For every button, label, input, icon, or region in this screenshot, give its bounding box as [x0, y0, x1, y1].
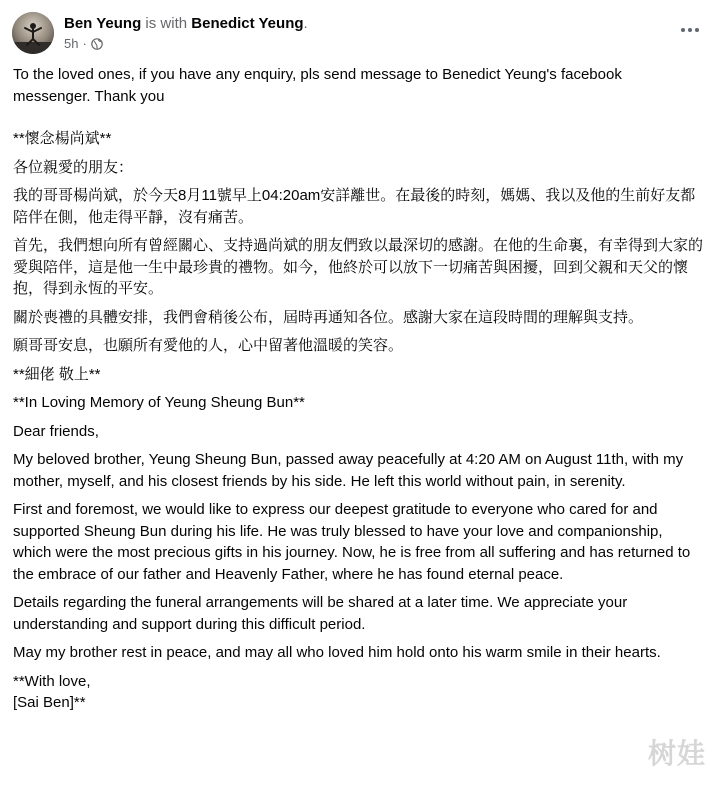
post-header: [12, 12, 708, 56]
post-paragraph-zh-4: 願哥哥安息，也願所有愛他的人，心中留著他溫暖的笑容。: [13, 337, 404, 354]
post-content: [13, 64, 703, 721]
post-paragraph-zh-greeting: 各位親愛的朋友：: [13, 158, 134, 176]
post-paragraph-en-3: Details regarding the funeral arrangements will be shared at a later time. We appreciate your understanding and support during this difficult period.: [13, 594, 628, 633]
post-paragraph-zh-signoff: **細佬 敬上**: [13, 365, 101, 383]
post-paragraph-zh-2: 首先，我們想向所有曾經關心、支持過尚斌的朋友們致以最深切的感謝。在他的生命裏，有幸得到大家的愛與陪伴，這是他一生中最珍貴的禮物。如今，他終於可以放下一切痛苦與困擾，回到父親和天父的懷抱，得到永恆的平安。: [13, 237, 704, 297]
more-options-button[interactable]: [674, 16, 706, 44]
post-paragraph-en-signoff-1: **With love,: [13, 672, 91, 690]
post-paragraph-en-title: **In Loving Memory of Yeung Sheung Bun**: [13, 394, 305, 411]
avatar-photo-icon: [12, 12, 54, 54]
with-text: is with: [141, 15, 192, 32]
post-paragraph-en-1: My beloved brother, Yeung Sheung Bun, passed away peacefully at 4:20 AM on August 11th, with my mother, myself, and his closest friends by his side. He left this world without pain, in serenity.: [13, 451, 684, 490]
globe-icon[interactable]: [91, 38, 103, 50]
post-paragraph-en-signoff-2: [Sai Ben]**: [13, 694, 86, 711]
post-paragraph-zh-title: **懷念楊尚斌**: [13, 130, 112, 147]
post-paragraph-en-2: First and foremost, we would like to express our deepest gratitude to everyone who cared for and supported Sheung Bun during his life. He was truly blessed to have your love and companionship, which were the most precious gifts in his journey. Now, he is free from all suffering and has returned to the embrace of our father and Heavenly Father, where he has found eternal peace.: [13, 501, 691, 583]
author-line: [64, 14, 308, 34]
post-paragraph-zh-3: 關於喪禮的具體安排，我們會稍後公布，屆時再通知各位。感謝大家在這段時間的理解與支持。: [13, 308, 644, 326]
post-paragraph-zh-1: 我的哥哥楊尚斌，於今天8月11號早上04:20am安詳離世。在最後的時刻，媽媽、我以及他的生前好友都陪伴在側，他走得平靜，沒有痛苦。: [13, 187, 696, 226]
author-avatar[interactable]: [12, 12, 54, 54]
post-meta: [64, 36, 103, 52]
more-horizontal-icon: [681, 28, 699, 32]
post-paragraph-en-greeting: Dear friends,: [13, 422, 99, 440]
tagged-suffix: .: [303, 15, 308, 32]
post-paragraph-en-4: May my brother rest in peace, and may all who loved him hold onto his warm smile in their hearts.: [13, 644, 661, 661]
author-name-link[interactable]: Ben Yeung: [64, 15, 142, 32]
meta-separator: ·: [82, 36, 87, 51]
post-paragraph-enquiry: To the loved ones, if you have any enquiry, pls send message to Benedict Yeung's facebook messenger. Thank you: [13, 66, 622, 105]
tagged-name-link[interactable]: Benedict Yeung: [191, 15, 304, 32]
watermark: 树娃: [647, 737, 706, 770]
post-timestamp-link[interactable]: 5h: [64, 36, 79, 51]
